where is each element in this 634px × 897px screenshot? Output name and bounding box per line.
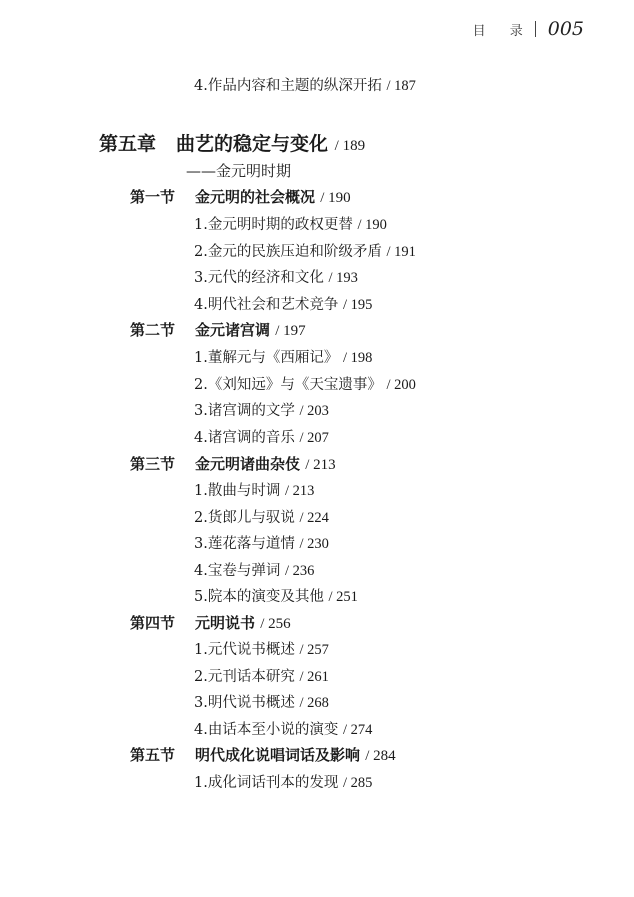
- section-label: 第二节: [130, 321, 176, 339]
- toc-item[interactable]: [194, 373, 416, 394]
- section-label: 第五节: [130, 746, 176, 764]
- toc-item[interactable]: [194, 771, 372, 792]
- toc-section[interactable]: [130, 612, 291, 633]
- toc-item[interactable]: [194, 506, 329, 527]
- toc-item-title: 1.成化词话刊本的发现: [194, 775, 339, 791]
- toc-item-title: 2.金元的民族压迫和阶级矛盾: [194, 244, 382, 260]
- toc-item-page: / 191: [386, 244, 416, 260]
- toc-item-title: 4.诸宫调的音乐: [194, 430, 295, 446]
- toc-item-title: 4.宝卷与弹词: [194, 563, 281, 579]
- toc-item-page: / 268: [299, 695, 329, 711]
- toc-item-title: 4.明代社会和艺术竞争: [194, 297, 339, 313]
- page-header: [473, 18, 584, 40]
- toc-item[interactable]: [194, 585, 358, 606]
- toc-item-title: 2.货郎儿与驭说: [194, 510, 295, 526]
- section-label: 第四节: [130, 614, 176, 632]
- section-title: 元明说书: [195, 614, 256, 632]
- toc-item[interactable]: [194, 479, 314, 500]
- toc-item[interactable]: [194, 691, 329, 712]
- toc-item[interactable]: [194, 266, 358, 287]
- toc-item-page: / 213: [284, 483, 315, 499]
- section-title: 金元明诸曲杂伎: [195, 455, 301, 473]
- toc-item-title: 1.金元明时期的政权更替: [194, 217, 353, 233]
- toc-item-page: / 224: [299, 510, 329, 526]
- chapter-title: 曲艺的稳定与变化: [176, 133, 329, 155]
- toc-item-page: / 261: [299, 669, 329, 685]
- header-label: 目 录: [472, 23, 533, 39]
- toc-item-page: / 203: [299, 403, 329, 419]
- toc-item[interactable]: [194, 240, 416, 261]
- toc-item[interactable]: [194, 665, 329, 686]
- toc-item-title: 1.散曲与时调: [194, 483, 281, 499]
- chapter-subtitle: ——金元明时期: [186, 162, 292, 180]
- chapter-page: / 189: [334, 138, 366, 154]
- section-page: / 284: [365, 748, 396, 764]
- header-page-number: 005: [547, 18, 584, 40]
- toc-item-page: / 251: [328, 589, 358, 605]
- toc-item-page: / 236: [284, 563, 315, 579]
- toc-item-title: 3.明代说书概述: [194, 695, 295, 711]
- toc-item-page: / 198: [342, 350, 373, 366]
- toc-item[interactable]: [194, 638, 329, 659]
- toc-item-page: / 207: [299, 430, 329, 446]
- toc-item-page: / 195: [342, 297, 373, 313]
- toc-item[interactable]: [194, 718, 372, 739]
- toc-section[interactable]: [130, 744, 396, 765]
- section-label: 第一节: [130, 188, 176, 206]
- toc-chapter[interactable]: [99, 129, 365, 156]
- toc-item-page: / 285: [342, 775, 373, 791]
- toc-item-title: 3.元代的经济和文化: [194, 270, 324, 286]
- toc-item[interactable]: [194, 399, 329, 420]
- toc-item[interactable]: [194, 293, 372, 314]
- section-page: / 190: [320, 190, 351, 206]
- toc-item-title: 3.诸宫调的文学: [194, 403, 295, 419]
- toc-item-page: / 193: [328, 270, 358, 286]
- toc-item[interactable]: [194, 213, 387, 234]
- toc-section[interactable]: [130, 319, 306, 340]
- toc-item-page: / 274: [342, 722, 373, 738]
- section-page: / 256: [260, 616, 291, 632]
- toc-item[interactable]: [194, 559, 314, 580]
- chapter-label: 第五章: [99, 133, 157, 155]
- section-title: 金元明的社会概况: [195, 188, 316, 206]
- toc-item-page: / 190: [357, 217, 387, 233]
- toc-item-title: 2.《刘知远》与《天宝遗事》: [194, 377, 382, 393]
- toc-item-page: / 200: [386, 377, 416, 393]
- section-title: 金元诸宫调: [195, 321, 271, 339]
- toc-item-title: 3.莲花落与道情: [194, 536, 295, 552]
- toc-item-title: 2.元刊话本研究: [194, 669, 295, 685]
- toc-item-page: / 187: [386, 78, 416, 94]
- toc-item-page: / 230: [299, 536, 329, 552]
- toc-item-title: 1.元代说书概述: [194, 642, 295, 658]
- toc-item[interactable]: [194, 426, 329, 447]
- section-page: / 213: [305, 457, 336, 473]
- toc-item-page: / 257: [299, 642, 329, 658]
- toc-section[interactable]: [130, 453, 336, 474]
- toc-item[interactable]: [194, 346, 372, 367]
- toc-item-title: 4.作品内容和主题的纵深开拓: [194, 78, 382, 94]
- section-title: 明代成化说唱词话及影响: [195, 746, 361, 764]
- toc-section[interactable]: [130, 186, 351, 207]
- section-page: / 197: [275, 323, 306, 339]
- toc-item-title: 5.院本的演变及其他: [194, 589, 324, 605]
- toc-item[interactable]: [194, 74, 416, 95]
- toc-item-title: 1.董解元与《西厢记》: [194, 350, 339, 366]
- header-divider: [535, 21, 536, 37]
- section-label: 第三节: [130, 455, 176, 473]
- toc-item-title: 4.由话本至小说的演变: [194, 722, 339, 738]
- toc-item[interactable]: [194, 532, 329, 553]
